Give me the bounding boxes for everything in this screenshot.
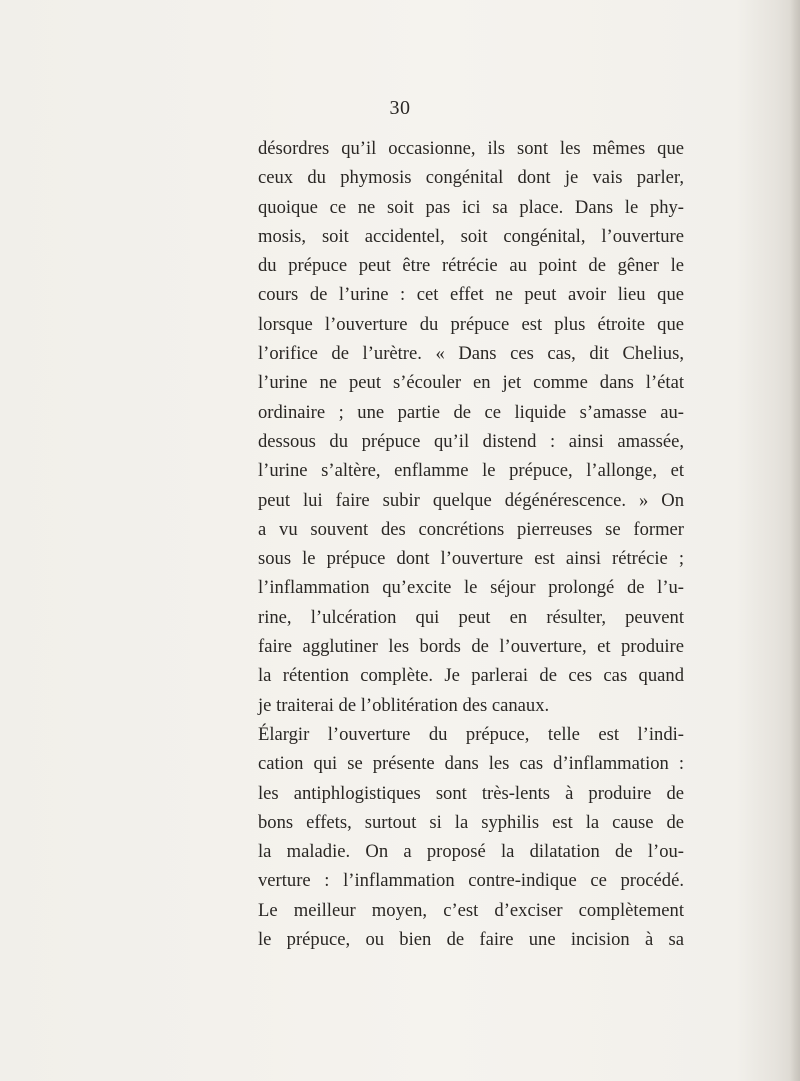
text-line: l’orifice de l’urètre. « Dans ces cas, dit Chelius, [258,343,684,365]
text-line: ordinaire ; une partie de ce liquide s’amasse au- [258,401,684,423]
text-line: sous le prépuce dont l’ouverture est ainsi rétrécie ; [258,548,684,570]
text-line: peut lui faire subir quelque dégénérescence. » On [258,489,684,511]
page-number: 30 [389,97,411,119]
text-line: Le meilleur moyen, c’est d’exciser complètement [258,899,684,921]
text-line: la rétention complète. Je parlerai de ces cas quand [258,665,684,687]
text-line: faire agglutiner les bords de l’ouverture, et produire [258,636,684,658]
body-text [258,134,684,954]
text-line: a vu souvent des concrétions pierreuses se former [258,518,684,540]
text-line: l’urine ne peut s’écouler en jet comme dans l’état [258,372,684,394]
text-line: désordres qu’il occasionne, ils sont les mêmes que [258,138,684,159]
text-line: ceux du phymosis congénital dont je vais parler, [258,167,684,189]
text-line: les antiphlogistiques sont très-lents à produire de [258,782,684,804]
text-line: l’inflammation qu’excite le séjour prolongé de l’u- [258,577,684,599]
text-line: mosis, soit accidentel, soit congénital, l’ouverture [258,225,684,247]
text-line: l’urine s’altère, enflamme le prépuce, l’allonge, et [258,460,684,482]
page-edge-shadow [790,0,800,1081]
text-line: bons effets, surtout si la syphilis est la cause de [258,811,684,833]
text-line: le prépuce, ou bien de faire une incision à sa [258,929,684,951]
text-line: la maladie. On a proposé la dilatation de l’ou- [258,841,684,863]
text-line: rine, l’ulcération qui peut en résulter, peuvent [258,606,684,628]
text-line: quoique ce ne soit pas ici sa place. Dans le phy- [258,196,684,218]
text-line: dessous du prépuce qu’il distend : ainsi amassée, [258,430,684,452]
text-line: verture : l’inflammation contre-indique ce procédé. [258,870,684,892]
text-line: lorsque l’ouverture du prépuce est plus étroite que [258,313,684,335]
text-line: cours de l’urine : cet effet ne peut avoir lieu que [258,284,684,306]
text-line: Élargir l’ouverture du prépuce, telle est l’indi- [258,723,684,745]
text-line: je traiterai de l’oblitération des canaux. [258,694,550,716]
text-line: du prépuce peut être rétrécie au point de gêner le [258,255,684,277]
text-line: cation qui se présente dans les cas d’inflammation : [258,753,684,775]
